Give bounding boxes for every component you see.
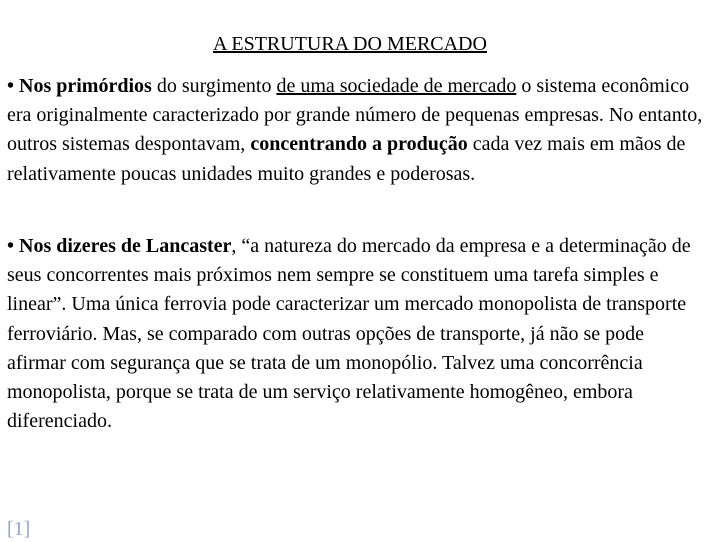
bold-lead-primordios: Nos primórdios [19, 75, 152, 97]
paragraph-primordios [7, 72, 707, 189]
paragraph-text: o sistema econômico era originalmente caracterizado por grande número de pequenas empresas. No entanto, outros sistemas despontavam, [7, 75, 703, 156]
page-title: A ESTRUTURA DO MERCADO [213, 33, 487, 55]
paragraph-text: cada vez mais em mãos de relativamente poucas unidades muito grandes e poderosas. [7, 133, 686, 185]
bullet: • [7, 75, 15, 97]
paragraph-text: do surgimento [151, 75, 277, 97]
bold-phrase-concentrando: concentrando a produção [250, 133, 468, 156]
underlined-phrase: de uma sociedade de mercado [276, 75, 517, 97]
paragraph-text: , “a natureza do mercado da empresa e a determinação de seus concorrentes mais próximos nem sempre se constituem uma tarefa simples e linear”. Uma única ferrovia pode caracterizar um mercado monopolista de transporte ferroviário. Mas, se comparado com outras opções de transporte, já não se pode afirmar com segurança que se trata de um monopólio. Talvez uma concorrência monopolista, porque se trata de um serviço relativamente homogêneo, embora diferenciado. [7, 235, 691, 433]
paragraph-lancaster [7, 232, 707, 436]
footnote-link[interactable]: [1] [7, 518, 31, 540]
bold-lead-lancaster: Nos dizeres de Lancaster [19, 235, 232, 257]
bullet: • [7, 235, 15, 257]
